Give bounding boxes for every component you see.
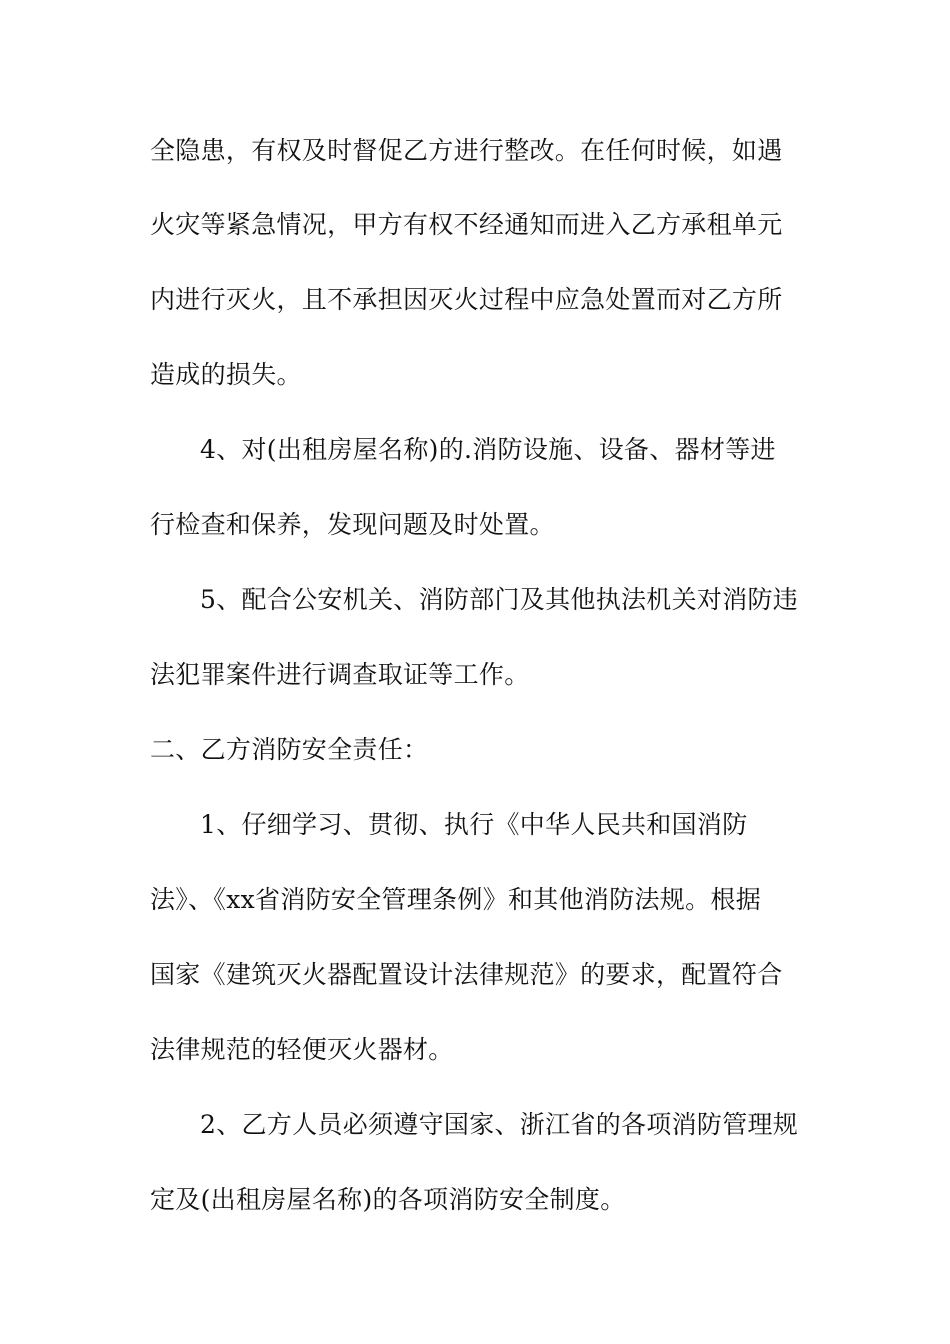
text-line: 国家《建筑灭火器配置设计法律规范》的要求，配置符合 — [150, 960, 783, 989]
text-line: 造成的损失。 — [150, 360, 302, 389]
text-line: 内进行灭火，且不承担因灭火过程中应急处置而对乙方所 — [150, 285, 783, 314]
paragraph-start-line: 5、配合公安机关、消防部门及其他执法机关对消防违 — [200, 585, 799, 614]
paragraph-start-line: 4、对(出租房屋名称)的.消防设施、设备、器材等进 — [200, 435, 776, 464]
section-heading: 二、乙方消防安全责任： — [150, 735, 429, 764]
text-line: 火灾等紧急情况，甲方有权不经通知而进入乙方承租单元 — [150, 210, 783, 239]
text-line: 行检查和保养，发现问题及时处置。 — [150, 510, 555, 539]
text-line: 法》、《xx省消防安全管理条例》和其他消防法规。根据 — [150, 885, 762, 914]
paragraph-start-line: 2、乙方人员必须遵守国家、浙江省的各项消防管理规 — [200, 1110, 799, 1139]
text-line: 全隐患，有权及时督促乙方进行整改。在任何时候，如遇 — [150, 136, 783, 165]
text-line: 法律规范的轻便灭火器材。 — [150, 1035, 454, 1064]
paragraph-start-line: 1、仔细学习、贯彻、执行《中华人民共和国消防 — [200, 810, 748, 839]
text-line: 法犯罪案件进行调查取证等工作。 — [150, 660, 530, 689]
text-line: 定及(出租房屋名称)的各项消防安全制度。 — [150, 1185, 626, 1214]
